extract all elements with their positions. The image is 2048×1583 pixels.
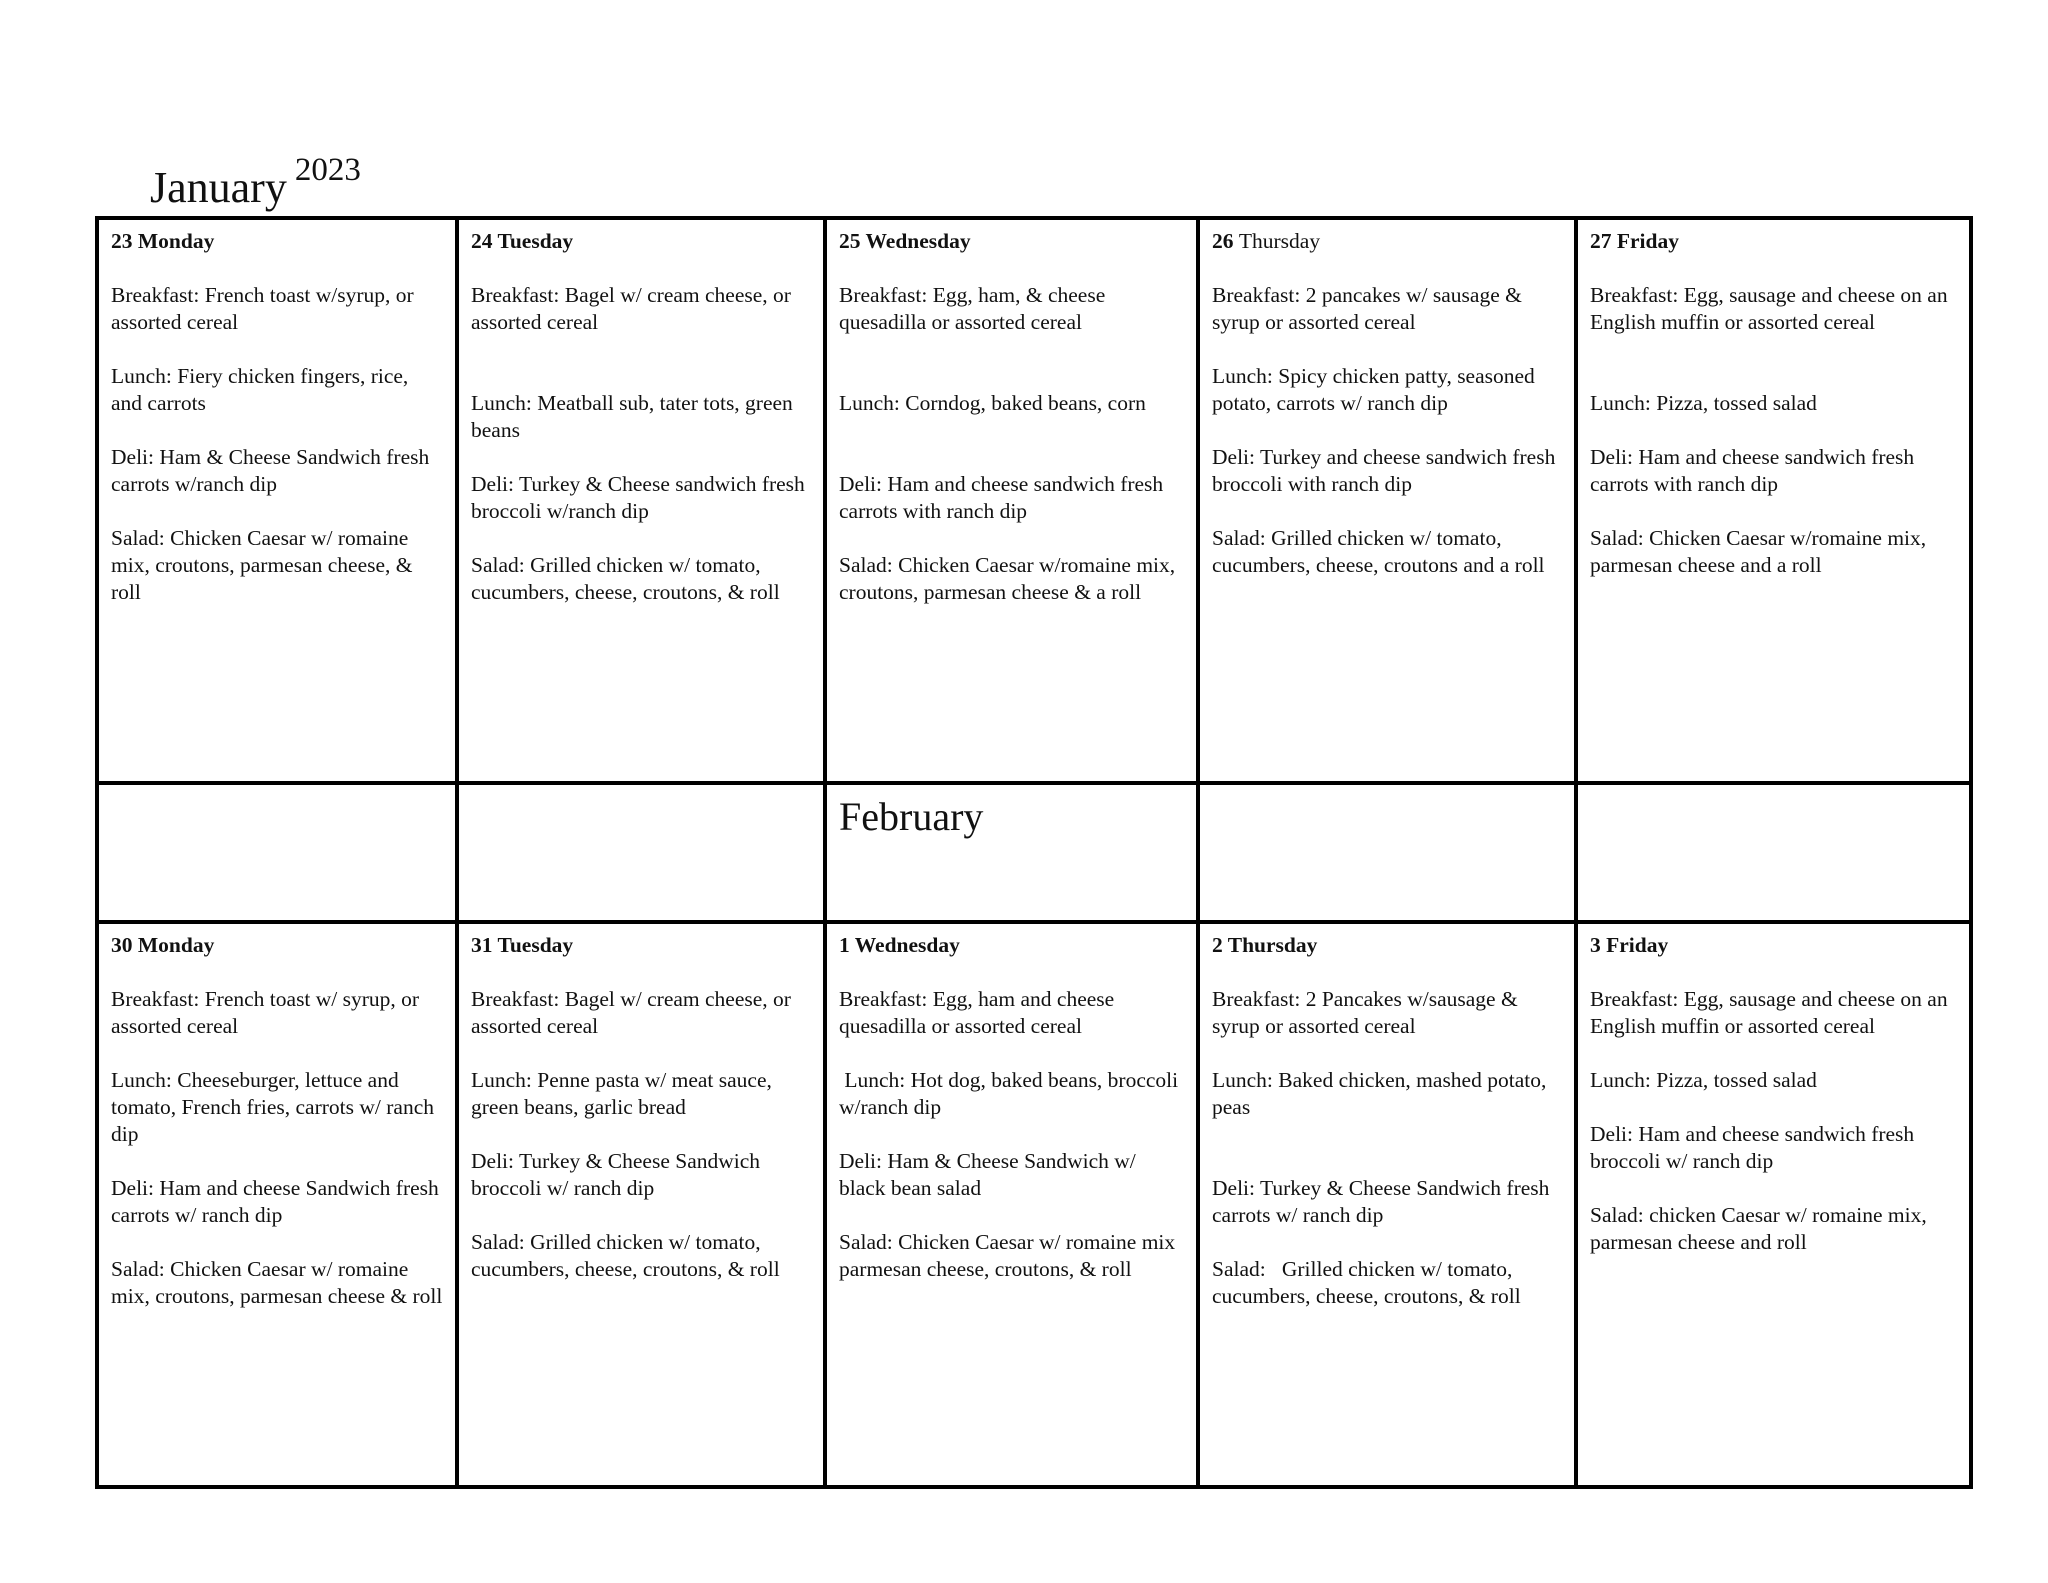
day-cell-jan-26 <box>1198 218 1576 783</box>
breakfast-item: Breakfast: Egg, sausage and cheese on an English muffin or assorted cereal <box>1590 283 1948 334</box>
day-cell-jan-31 <box>457 922 825 1487</box>
salad-item: Salad: chicken Caesar w/ romaine mix, parmesan cheese and roll <box>1590 1203 1927 1254</box>
day-header: 1 Wednesday <box>839 933 960 957</box>
deli-item: Deli: Turkey & Cheese Sandwich broccoli w/ ranch dip <box>471 1149 761 1200</box>
day-cell-feb-3 <box>1576 922 1971 1487</box>
day-cell-jan-25 <box>825 218 1198 783</box>
day-header: 24 Tuesday <box>471 229 574 253</box>
breakfast-item: Breakfast: Egg, sausage and cheese on an English muffin or assorted cereal <box>1590 987 1948 1038</box>
breakfast-item: Breakfast: Bagel w/ cream cheese, or assorted cereal <box>471 283 791 334</box>
salad-item: Salad: Chicken Caesar w/ romaine mix parmesan cheese, croutons, & roll <box>839 1230 1176 1281</box>
lunch-item: Lunch: Penne pasta w/ meat sauce, green beans, garlic bread <box>471 1068 772 1119</box>
breakfast-item: Breakfast: Egg, ham and cheese quesadilla or assorted cereal <box>839 987 1115 1038</box>
salad-item: Salad: Grilled chicken w/ tomato, cucumbers, cheese, croutons, & roll <box>1212 1257 1521 1308</box>
week-row-2 <box>97 922 1971 1487</box>
day-header: 27 Friday <box>1590 229 1679 253</box>
day-name: Thursday <box>1238 229 1321 253</box>
day-cell-feb-1 <box>825 922 1198 1487</box>
salad-item: Salad: Grilled chicken w/ tomato, cucumbers, cheese, croutons, & roll <box>471 1230 780 1281</box>
day-header: 25 Wednesday <box>839 229 971 253</box>
day-header: 3 Friday <box>1590 933 1669 957</box>
salad-item: Salad: Chicken Caesar w/romaine mix, croutons, parmesan cheese & a roll <box>839 553 1176 604</box>
salad-item: Salad: Chicken Caesar w/romaine mix, parmesan cheese and a roll <box>1590 526 1927 577</box>
day-cell-jan-30 <box>97 922 457 1487</box>
breakfast-item: Breakfast: 2 Pancakes w/sausage & syrup or assorted cereal <box>1212 987 1518 1038</box>
lunch-item: Lunch: Fiery chicken fingers, rice, and carrots <box>111 364 409 415</box>
lunch-item: Lunch: Cheeseburger, lettuce and tomato, French fries, carrots w/ ranch dip <box>111 1068 434 1146</box>
breakfast-item: Breakfast: Egg, ham, & cheese quesadilla or assorted cereal <box>839 283 1106 334</box>
lunch-item: Lunch: Corndog, baked beans, corn <box>839 391 1146 415</box>
lunch-item: Lunch: Spicy chicken patty, seasoned potato, carrots w/ ranch dip <box>1212 364 1535 415</box>
deli-item: Deli: Ham & Cheese Sandwich w/ black bean salad <box>839 1149 1136 1200</box>
deli-item: Deli: Ham and cheese sandwich fresh carrots with ranch dip <box>839 472 1164 523</box>
lunch-item: Lunch: Pizza, tossed salad <box>1590 1068 1817 1092</box>
day-number: 26 <box>1212 229 1234 253</box>
day-header: 2 Thursday <box>1212 933 1318 957</box>
breakfast-item: Breakfast: Bagel w/ cream cheese, or assorted cereal <box>471 987 791 1038</box>
february-label: February <box>839 794 984 839</box>
breakfast-item: Breakfast: 2 pancakes w/ sausage & syrup or assorted cereal <box>1212 283 1522 334</box>
menu-calendar <box>95 216 1973 1489</box>
deli-item: Deli: Ham & Cheese Sandwich fresh carrots w/ranch dip <box>111 445 430 496</box>
day-header: 30 Monday <box>111 933 215 957</box>
lunch-item: Lunch: Hot dog, baked beans, broccoli w/ranch dip <box>839 1068 1184 1119</box>
deli-item: Deli: Ham and cheese sandwich fresh broccoli w/ ranch dip <box>1590 1122 1915 1173</box>
lunch-item: Lunch: Meatball sub, tater tots, green beans <box>471 391 793 442</box>
empty-cell <box>1576 783 1971 922</box>
day-cell-jan-24 <box>457 218 825 783</box>
empty-cell <box>97 783 457 922</box>
day-cell-feb-2 <box>1198 922 1576 1487</box>
month-title: January <box>150 163 287 212</box>
deli-item: Deli: Turkey & Cheese Sandwich fresh carrots w/ ranch dip <box>1212 1176 1550 1227</box>
breakfast-item: Breakfast: French toast w/ syrup, or assorted cereal <box>111 987 420 1038</box>
deli-item: Deli: Turkey and cheese sandwich fresh broccoli with ranch dip <box>1212 445 1556 496</box>
lunch-item: Lunch: Baked chicken, mashed potato, peas <box>1212 1068 1547 1119</box>
deli-item: Deli: Ham and cheese sandwich fresh carrots with ranch dip <box>1590 445 1915 496</box>
day-header <box>1212 228 1562 255</box>
day-header: 31 Tuesday <box>471 933 574 957</box>
salad-item: Salad: Chicken Caesar w/ romaine mix, croutons, parmesan cheese, & roll <box>111 526 413 604</box>
empty-cell <box>457 783 825 922</box>
deli-item: Deli: Turkey & Cheese sandwich fresh broccoli w/ranch dip <box>471 472 805 523</box>
salad-item: Salad: Grilled chicken w/ tomato, cucumbers, cheese, croutons, & roll <box>471 553 780 604</box>
salad-item: Salad: Chicken Caesar w/ romaine mix, croutons, parmesan cheese & roll <box>111 1257 443 1308</box>
year-title: 2023 <box>294 152 361 188</box>
calendar-title <box>150 152 361 218</box>
february-cell <box>825 783 1198 922</box>
day-header: 23 Monday <box>111 229 215 253</box>
empty-cell <box>1198 783 1576 922</box>
salad-item: Salad: Grilled chicken w/ tomato, cucumbers, cheese, croutons and a roll <box>1212 526 1545 577</box>
breakfast-item: Breakfast: French toast w/syrup, or assorted cereal <box>111 283 414 334</box>
month-divider-row <box>97 783 1971 922</box>
day-cell-jan-27 <box>1576 218 1971 783</box>
deli-item: Deli: Ham and cheese Sandwich fresh carrots w/ ranch dip <box>111 1176 439 1227</box>
week-row-1 <box>97 218 1971 783</box>
lunch-item: Lunch: Pizza, tossed salad <box>1590 391 1817 415</box>
day-cell-jan-23 <box>97 218 457 783</box>
